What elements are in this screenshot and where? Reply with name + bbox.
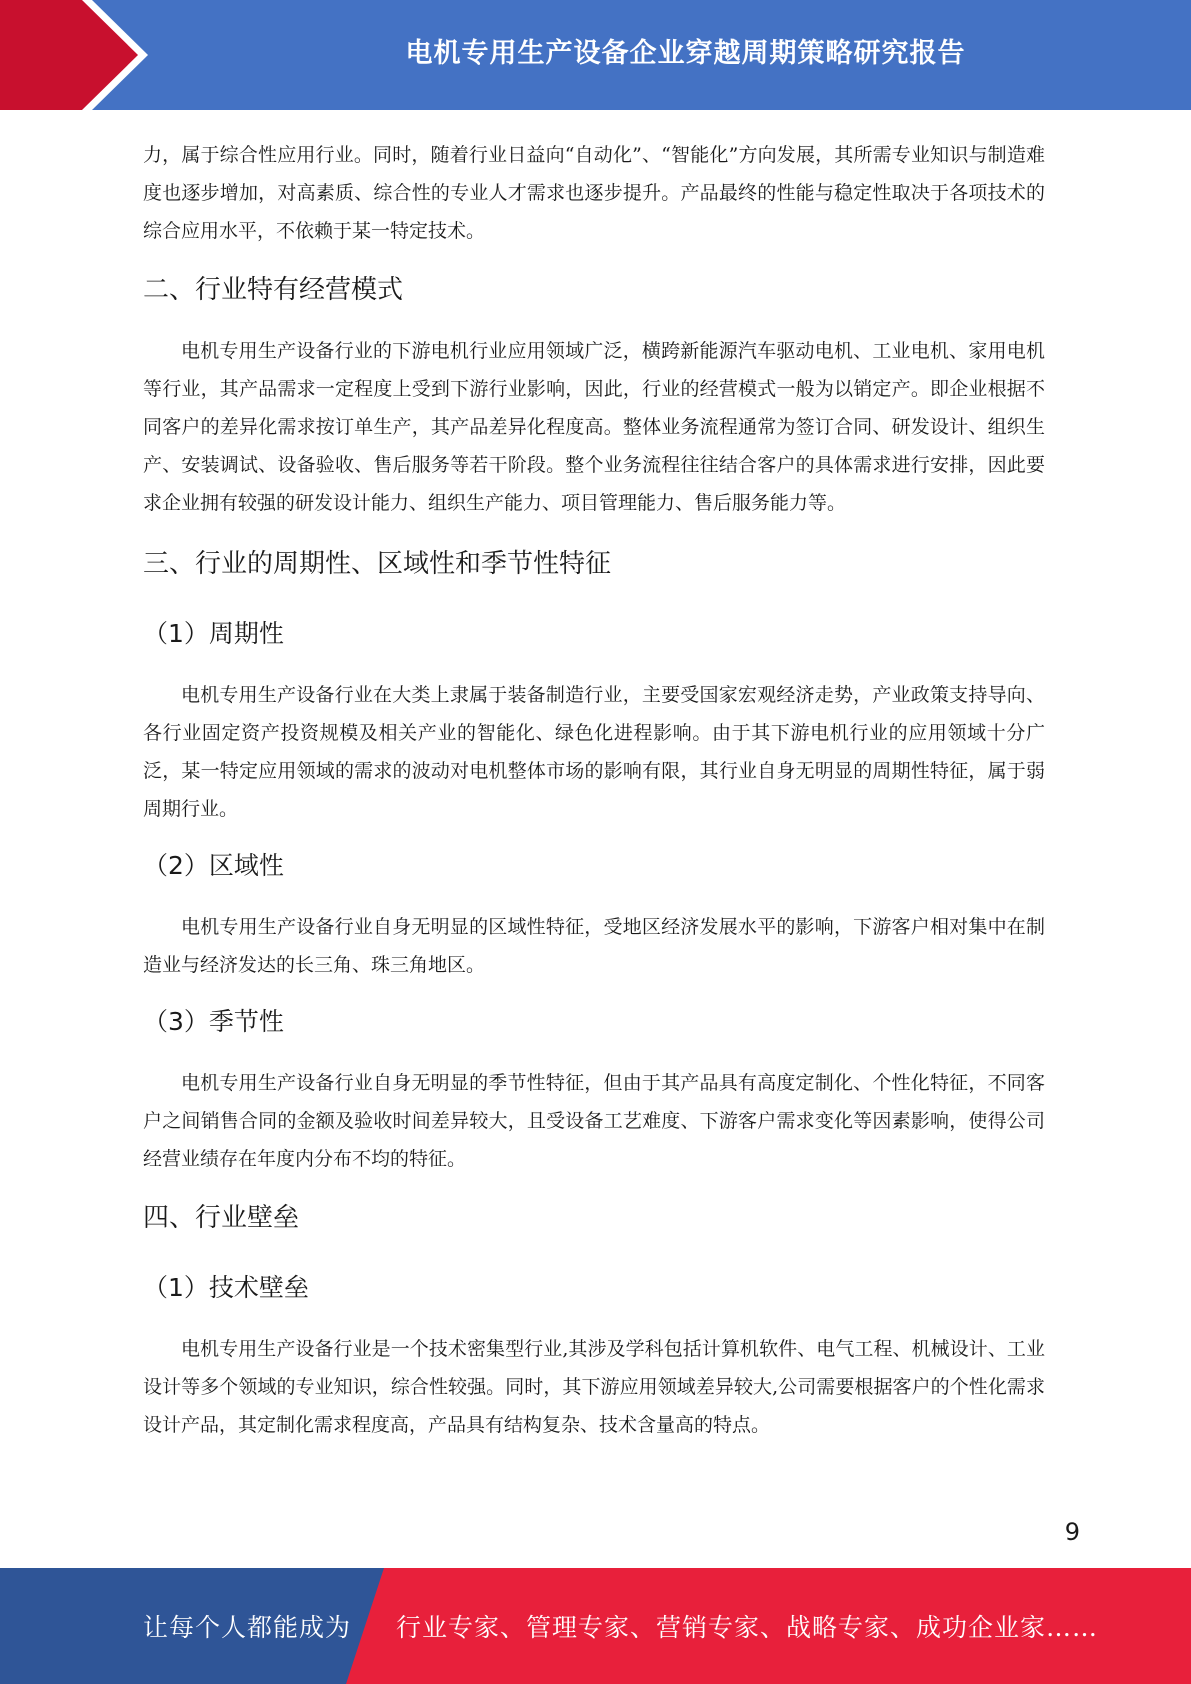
periodicity-paragraph: 电机专用生产设备行业在大类上隶属于装备制造行业，主要受国家宏观经济走势，产业政策支持导向、各行业固定资产投资规模及相关产业的智能化、绿色化进程影响。由于其下游电机行业的应用领域十分广泛，某一特定应用领域的需求的波动对电机整体市场的影响有限，其行业自身无明显的周期性特征，属于弱周期行业。 [143,684,1045,820]
document-body [143,130,1045,1444]
technical-barrier-paragraph: 电机专用生产设备行业是一个技术密集型行业,其涉及学科包括计算机软件、电气工程、机械设计、工业设计等多个领域的专业知识，综合性较强。同时，其下游应用领域差异较大,公司需要根据客户的个性化需求设计产品，其定制化需求程度高，产品具有结构复杂、技术含量高的特点。 [143,1338,1045,1436]
business-model-paragraph: 电机专用生产设备行业的下游电机行业应用领域广泛，横跨新能源汽车驱动电机、工业电机、家用电机等行业，其产品需求一定程度上受到下游行业影响，因此，行业的经营模式一般为以销定产。即企业根据不同客户的差异化需求按订单生产，其产品差异化程度高。整体业务流程通常为签订合同、研发设计、组织生产、安装调试、设备验收、售后服务等若干阶段。整个业务流程往往结合客户的具体需求进行安排，因此要求企业拥有较强的研发设计能力、组织生产能力、项目管理能力、售后服务能力等。 [143,340,1045,514]
header-chevron-decoration [0,0,160,110]
subheading-technical-barrier: （1）技术壁垒 [143,1273,309,1302]
section-heading-characteristics: 三、行业的周期性、区域性和季节性特征 [143,549,612,579]
report-title: 电机专用生产设备企业穿越周期策略研究报告 [405,37,966,69]
footer-slogan-left: 让每个人都能成为 [143,1613,352,1642]
section-heading-barriers: 四、行业壁垒 [143,1203,300,1233]
subheading-periodicity: （1）周期性 [143,619,284,648]
regionality-paragraph: 电机专用生产设备行业自身无明显的区域性特征，受地区经济发展水平的影响，下游客户相对集中在制造业与经济发达的长三角、珠三角地区。 [143,916,1045,976]
page-number: 9 [1064,1518,1080,1546]
page-footer [0,1568,1191,1684]
page-header [0,0,1191,110]
intro-paragraph: 力，属于综合性应用行业。同时，随着行业日益向“自动化”、“智能化”方向发展，其所需专业知识与制造难度也逐步增加，对高素质、综合性的专业人才需求也逐步提升。产品最终的性能与稳定性取决于各项技术的综合应用水平，不依赖于某一特定技术。 [143,144,1045,242]
subheading-seasonality: （3）季节性 [143,1007,284,1036]
seasonality-paragraph: 电机专用生产设备行业自身无明显的季节性特征，但由于其产品具有高度定制化、个性化特征，不同客户之间销售合同的金额及验收时间差异较大，且受设备工艺难度、下游客户需求变化等因素影响，使得公司经营业绩存在年度内分布不均的特征。 [143,1072,1045,1170]
subheading-regionality: （2）区域性 [143,851,284,880]
section-heading-business-model: 二、行业特有经营模式 [143,275,404,305]
footer-slogan-right: 行业专家、管理专家、营销专家、战略专家、成功企业家…… [396,1613,1099,1642]
